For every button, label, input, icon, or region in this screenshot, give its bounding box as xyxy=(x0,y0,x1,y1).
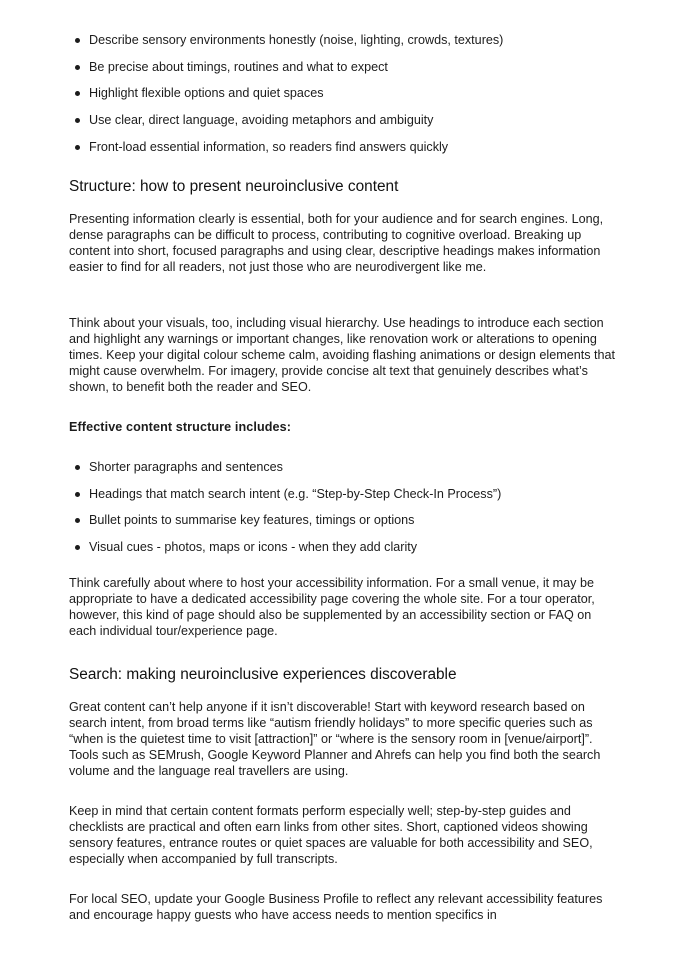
list-item xyxy=(69,459,617,475)
list-item-text: Be precise about timings, routines and what to expect xyxy=(89,59,388,74)
search-paragraph-3: For local SEO, update your Google Business Profile to reflect any relevant accessibility features and encourage happy guests who have access needs to mention specifics in xyxy=(69,892,603,922)
bullet-icon xyxy=(75,518,80,523)
list-item-text: Use clear, direct language, avoiding metaphors and ambiguity xyxy=(89,113,434,128)
structure-paragraph-1: Presenting information clearly is essential, both for your audience and for search engines. Long, dense paragraphs can be difficult to process, contributing to cognitive overload. Breaking up content into short, focused paragraphs and using clear, descriptive headings makes information easier to find for all readers, not just those who are neurodivergent like me. xyxy=(69,212,604,274)
bullet-icon xyxy=(75,545,80,550)
list-item xyxy=(69,112,617,128)
search-paragraph-2: Keep in mind that certain content formats perform especially well; step-by-step guides and checklists are practical and often earn links from other sites. Short, captioned videos showing sensory features, entrance routes or quiet spaces are valuable for both accessibility and SEO, especially when accompanied by full transcripts. xyxy=(69,804,593,866)
list-item xyxy=(69,139,617,155)
list-item xyxy=(69,32,617,48)
list-item-text: Visual cues - photos, maps or icons - when they add clarity xyxy=(89,540,418,555)
list-item xyxy=(69,486,617,502)
structure-paragraph-2: Think about your visuals, too, including visual hierarchy. Use headings to introduce each section and highlight any warnings or important changes, like renovation work or alterations to opening times. Keep your digital colour scheme calm, avoiding flashing animations or design elements that might cause overwhelm. For imagery, provide concise alt text that genuinely describes what’s shown, to benefit both the reader and SEO. xyxy=(69,316,616,394)
structure-subheading: Effective content structure includes: xyxy=(69,420,292,434)
structure-paragraph-3: Think carefully about where to host your accessibility information. For a small venue, it may be appropriate to have a dedicated accessibility page covering the whole site. For a tour operator, however, this kind of page should also be supplemented by an accessibility section or FAQ on each individual tour/experience page. xyxy=(69,576,595,638)
bullet-icon xyxy=(75,91,80,96)
search-heading: Search: making neuroinclusive experiences discoverable xyxy=(69,666,457,683)
bullet-icon xyxy=(75,65,80,70)
list-item-text: Front-load essential information, so readers find answers quickly xyxy=(89,139,449,154)
bullet-icon xyxy=(75,465,80,470)
bullet-icon xyxy=(75,118,80,123)
list-item xyxy=(69,59,617,75)
bullet-icon xyxy=(75,492,80,497)
list-item-text: Highlight flexible options and quiet spaces xyxy=(89,86,324,101)
list-item xyxy=(69,85,617,101)
structure-heading: Structure: how to present neuroinclusive content xyxy=(69,178,399,195)
list-item-text: Shorter paragraphs and sentences xyxy=(89,460,283,474)
bullet-icon xyxy=(75,38,80,43)
list-item-text: Headings that match search intent (e.g. “Step-by-Step Check-In Process”) xyxy=(89,486,502,501)
list-item xyxy=(69,512,617,528)
list-item xyxy=(69,539,617,555)
list-item-text: Bullet points to summarise key features, timings or options xyxy=(89,513,415,528)
sensory-tips-list xyxy=(69,32,617,165)
bullet-icon xyxy=(75,145,80,150)
structure-list xyxy=(69,459,617,566)
list-item-text: Describe sensory environments honestly (noise, lighting, crowds, textures) xyxy=(89,33,504,47)
search-paragraph-1: Great content can’t help anyone if it isn’t discoverable! Start with keyword research based on search intent, from broad terms like “autism friendly holidays” to more specific queries such as “when is the quietest time to visit [attraction]” or “where is the sensory room in [venue/airport]”. Tools such as SEMrush, Google Keyword Planner and Ahrefs can help you find both the search volume and the language real travellers are using. xyxy=(69,700,601,778)
